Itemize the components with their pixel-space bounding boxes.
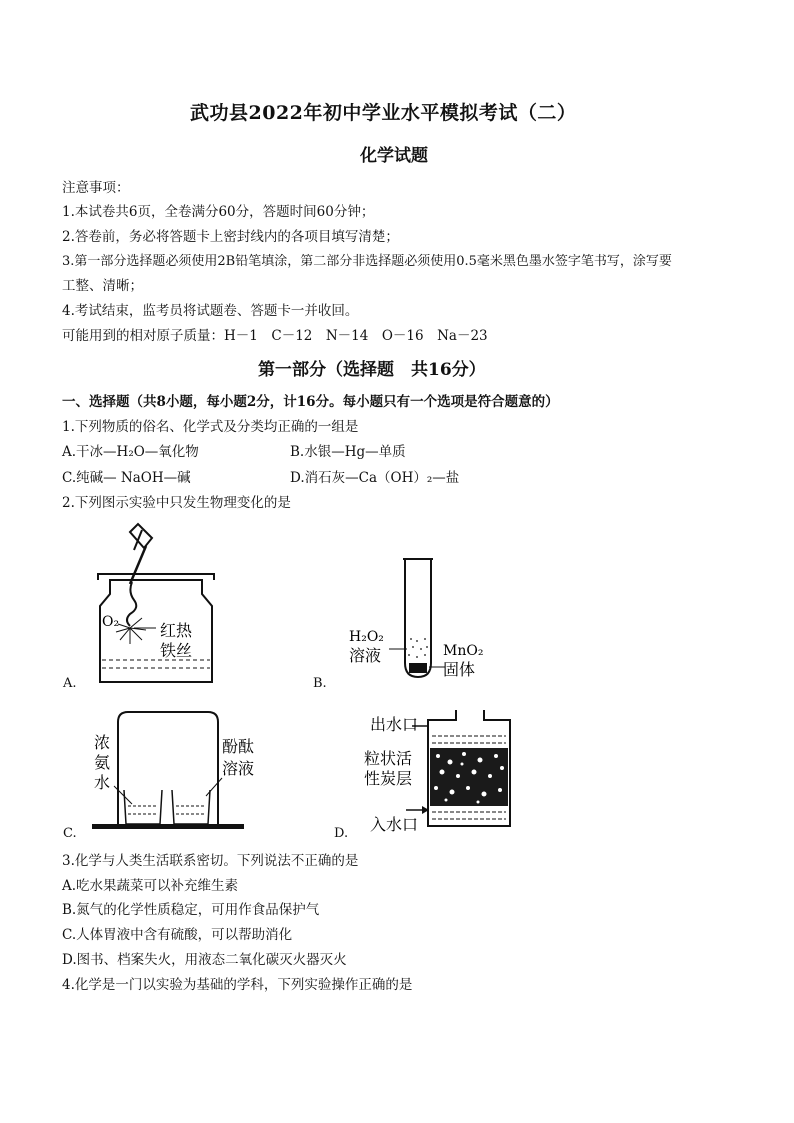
notes-item-3: 3.第一部分选择题必须使用2B铅笔填涂，第二部分非选择题必须使用0.5毫米黑色墨水签字笔书写，涂写要: [62, 254, 672, 269]
fig-a-label-1: 红热: [160, 621, 193, 640]
fig-b-right-1: MnO₂: [443, 643, 484, 659]
notes-item-1: 1.本试卷共6页，全卷满分60分，答题时间60分钟；: [62, 204, 375, 220]
fig-d-layer-1: 粒状活: [364, 749, 413, 768]
notes-heading: 注意事项：: [62, 180, 130, 196]
q2-option-d-label: D.: [334, 826, 349, 841]
exam-subject: 化学试题: [360, 146, 428, 166]
q1-option-b: B.水银—Hg—单质: [290, 444, 406, 460]
fig-b-left-2: 溶液: [349, 646, 382, 665]
fig-a-gas-label: O₂: [102, 614, 120, 630]
fig-c-left-2: 氨: [94, 753, 111, 772]
phenolphthalein-labels: [218, 734, 278, 784]
test-tube-figure: [345, 555, 495, 685]
q3-option-c: C.人体胃液中含有硫酸，可以帮助消化: [62, 927, 293, 943]
fig-c-left-3: 水: [94, 773, 111, 792]
q3-option-d: D.图书、档案失火，用液态二氧化碳灭火器灭火: [62, 952, 347, 968]
fig-d-outlet: 出水口: [370, 715, 419, 734]
q1-option-a: A.干冰—H₂O—氧化物: [62, 444, 199, 460]
notes-item-3-cont: 工整、清晰；: [62, 278, 143, 294]
q1-stem: 1.下列物质的俗名、化学式及分类均正确的一组是: [62, 419, 359, 435]
fig-c-right-1: 酚酞: [222, 737, 255, 756]
q3-option-b: B.氮气的化学性质稳定，可用作食品保护气: [62, 902, 320, 918]
q4-stem: 4.化学是一门以实验为基础的学科，下列实验操作正确的是: [62, 977, 413, 993]
carbon-filter-figure: [362, 706, 530, 836]
fig-b-right-2: 固体: [443, 660, 476, 679]
q1-option-c: C.纯碱— NaOH—碱: [62, 470, 191, 486]
part1-heading: 第一部分（选择题 共16分）: [258, 360, 486, 380]
notes-item-4: 4.考试结束，监考员将试题卷、答题卡一并收回。: [62, 303, 359, 319]
exam-title: 武功县2022年初中学业水平模拟考试（二）: [190, 102, 577, 124]
q2-stem: 2.下列图示实验中只发生物理变化的是: [62, 495, 291, 511]
q3-option-a: A.吃水果蔬菜可以补充维生素: [62, 878, 239, 894]
q1-option-d: D.消石灰—Ca（OH）₂—盐: [290, 470, 460, 486]
q3-stem: 3.化学与人类生活联系密切。下列说法不正确的是: [62, 853, 359, 869]
fig-d-inlet: 入水口: [370, 815, 419, 834]
q2-option-c-label: C.: [63, 826, 77, 841]
fig-d-layer-2: 性炭层: [364, 769, 413, 788]
atomic-mass-line: 可能用到的相对原子质量：H－1 C－12 N－14 O－16 Na－23: [62, 328, 488, 344]
q2-option-b-label: B.: [313, 676, 327, 691]
iron-wire-figure: [90, 522, 230, 692]
fig-b-left-1: H₂O₂: [349, 629, 384, 645]
notes-item-2: 2.答卷前，务必将答题卡上密封线内的各项目填写清楚；: [62, 229, 399, 245]
fig-c-right-2: 溶液: [222, 759, 255, 778]
q2-option-a-label: A.: [63, 676, 77, 691]
fig-a-label-2: 铁丝: [160, 641, 193, 660]
fig-c-left-1: 浓: [94, 733, 111, 752]
section-heading: 一、选择题（共8小题，每小题2分，计16分。每小题只有一个选项是符合题意的）: [62, 394, 559, 410]
